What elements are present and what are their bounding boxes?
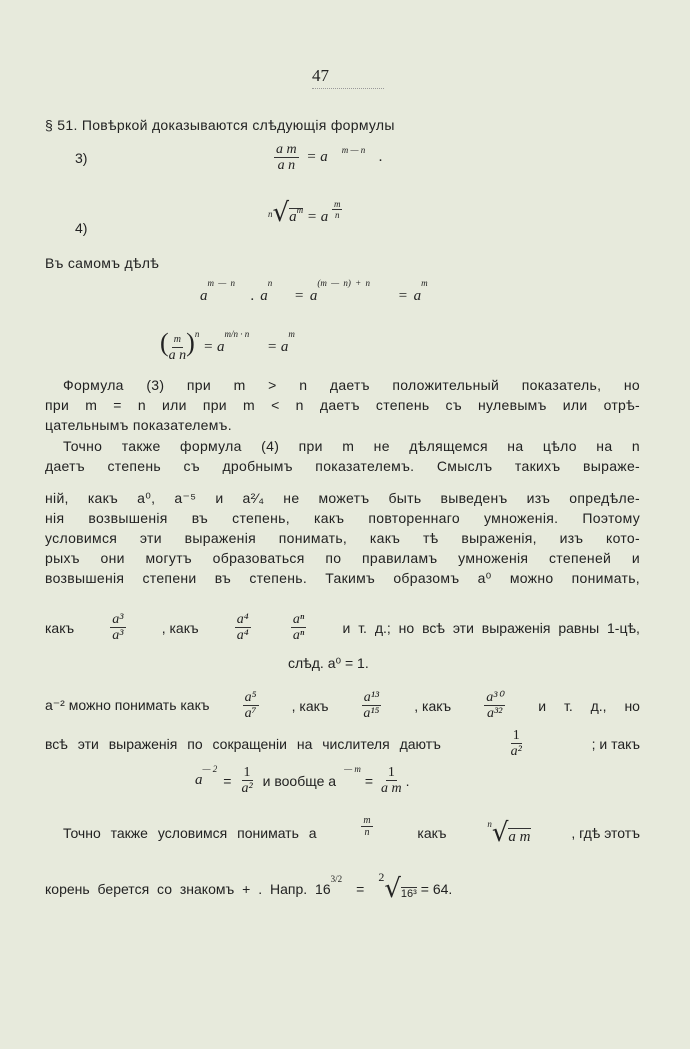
text: , гдѣ этотъ bbox=[571, 825, 640, 841]
frac-num: a⁵ bbox=[244, 690, 257, 705]
proof-line-2 bbox=[160, 328, 295, 363]
line-kak bbox=[45, 612, 640, 643]
p1-e3: (m — n) + n bbox=[317, 278, 370, 288]
root-index: n bbox=[487, 819, 492, 829]
radical-sign: √ bbox=[384, 874, 401, 904]
frac-den: a m bbox=[381, 781, 402, 796]
proof-line-1 bbox=[200, 278, 428, 305]
p2-e2: m bbox=[288, 329, 295, 339]
page-number-rule bbox=[312, 88, 384, 89]
f3-exp: m — n bbox=[341, 144, 366, 155]
p2-close: ) bbox=[186, 328, 195, 357]
line-vse bbox=[45, 728, 640, 759]
paragraph2-line: возвышенія степени въ степень. Такимъ образомъ a⁰ можно понимать, bbox=[45, 570, 640, 586]
f4-body: a bbox=[289, 209, 297, 225]
frac-den: aⁿ bbox=[292, 628, 305, 643]
text: и т. д.; но всѣ эти выраженія равны 1-цѣ, bbox=[342, 619, 640, 636]
frac-den: a³² bbox=[486, 706, 503, 721]
paragraph2-line: Точно также формула (4) при m не дѣлящемся на цѣло на n bbox=[63, 438, 640, 454]
p1-e4: m bbox=[421, 278, 428, 288]
p2-num: m bbox=[172, 332, 183, 348]
word: , какъ bbox=[161, 619, 199, 636]
paragraph1-line: Формула (3) при m > n даетъ положительный показатель, но bbox=[63, 377, 640, 393]
frac-den: n bbox=[364, 826, 370, 838]
frac-num: aⁿ bbox=[292, 612, 305, 627]
f4-index: n bbox=[268, 209, 273, 219]
sled-line: слѣд. a⁰ = 1. bbox=[288, 655, 369, 671]
frac-den: a² bbox=[510, 744, 522, 759]
exp: 3/2 bbox=[330, 874, 343, 884]
f3-num: a m bbox=[276, 142, 297, 157]
f4-eq: = a bbox=[306, 209, 329, 225]
base: a bbox=[195, 772, 203, 788]
word: , какъ bbox=[414, 697, 452, 714]
p1-e2: n bbox=[267, 278, 273, 288]
proof-intro: Въ самомъ дѣлѣ bbox=[45, 255, 160, 271]
paragraph1-line: при m = n или при m < n даетъ степень съ нулевымъ или отрѣ- bbox=[45, 397, 640, 413]
frac-num: a³ bbox=[112, 612, 124, 627]
paragraph2-line: ній, какъ a⁰, a⁻⁵ и a²⁄₄ не можетъ быть выведенъ изъ опредѣле- bbox=[45, 490, 640, 506]
f3-den: a n bbox=[277, 158, 296, 173]
f4-rexp-num: m bbox=[333, 199, 341, 209]
line-negative-exponent bbox=[45, 690, 640, 721]
page-number: 47 bbox=[312, 66, 329, 85]
word: , какъ bbox=[291, 697, 329, 714]
p2-open: ( bbox=[160, 328, 169, 357]
paragraph2-line: даетъ степень съ дробнымъ показателемъ. Смыслъ такихъ выраже- bbox=[45, 458, 640, 474]
frac-den: a⁷ bbox=[244, 706, 257, 721]
p1-e1: m — n bbox=[207, 278, 236, 288]
line-koren bbox=[45, 870, 453, 904]
equals: = bbox=[223, 772, 232, 789]
p1-a: a bbox=[200, 288, 208, 304]
radicand: 16³ bbox=[400, 888, 417, 900]
formula-3 bbox=[270, 142, 383, 173]
radical-sign: √ bbox=[272, 198, 290, 228]
text: всѣ эти выраженія по сокращеніи на числителя даютъ bbox=[45, 735, 441, 752]
p1-eq: = a bbox=[294, 288, 318, 304]
paragraph2-line: нія возвышенія въ степень, какъ повтореннаго умноженія. Поэтому bbox=[45, 510, 640, 526]
p1-eq2: = a bbox=[397, 288, 422, 304]
radicand: a m bbox=[508, 829, 531, 845]
paragraph1-line: цательнымъ показателемъ. bbox=[45, 417, 232, 433]
word: какъ bbox=[417, 825, 447, 841]
frac-num: 1 bbox=[243, 765, 251, 780]
word: какъ bbox=[45, 619, 75, 636]
section-heading: § 51. Повѣркой доказываются слѣдующія формулы bbox=[45, 117, 395, 133]
root-index: 2 bbox=[378, 870, 385, 884]
equals: = bbox=[364, 772, 374, 789]
p1-dot: . a bbox=[250, 288, 268, 304]
radical-sign: √ bbox=[491, 818, 509, 848]
text: корень берется со знакомъ + . Напр. 16 bbox=[45, 881, 331, 897]
frac-den: a¹⁵ bbox=[363, 706, 380, 721]
p2-eq: = a bbox=[203, 339, 225, 355]
p2-eq2: = a bbox=[266, 339, 289, 355]
frac-num: a¹³ bbox=[363, 690, 380, 705]
line-general bbox=[195, 765, 410, 796]
paragraph2-line: условимся эти выраженія понимать, какъ тѣ выраженія, изъ кото- bbox=[45, 530, 640, 546]
frac-den: a⁴ bbox=[236, 628, 249, 643]
text: и т. д., но bbox=[538, 697, 640, 714]
f4-exp: m bbox=[296, 205, 304, 215]
frac-num: a³⁰ bbox=[486, 690, 504, 705]
formula-4 bbox=[268, 198, 342, 228]
equals: = bbox=[356, 881, 365, 897]
frac-num: a⁴ bbox=[236, 612, 249, 627]
frac-den: a² bbox=[241, 781, 253, 796]
text: Точно также условимся понимать a bbox=[63, 825, 317, 841]
f3-rhs: = a bbox=[306, 148, 328, 165]
formula-3-label: 3) bbox=[75, 150, 88, 166]
exp: — 2 bbox=[202, 763, 218, 774]
p2-den: a n bbox=[168, 348, 187, 364]
paragraph2-line: рыхъ они могутъ образоваться по правиламъ умноженія степеней и bbox=[45, 550, 640, 566]
text: = 64. bbox=[420, 881, 453, 897]
exp: — m bbox=[344, 763, 361, 774]
line-tochno bbox=[63, 814, 640, 848]
p2-exp: m/n · n bbox=[224, 329, 250, 339]
frac-num: m bbox=[363, 814, 371, 826]
p2-pow: n bbox=[194, 329, 200, 339]
text: ; и такъ bbox=[591, 735, 640, 752]
text: a⁻² можно понимать какъ bbox=[45, 697, 210, 713]
formula-4-label: 4) bbox=[75, 220, 88, 236]
frac-num: 1 bbox=[512, 728, 520, 743]
frac-den: a³ bbox=[112, 628, 124, 643]
f3-end: . bbox=[379, 148, 383, 165]
frac-num: 1 bbox=[387, 765, 395, 780]
f4-rexp-den: n bbox=[334, 210, 340, 220]
text: и вообще a bbox=[262, 772, 337, 789]
period: . bbox=[405, 772, 410, 789]
